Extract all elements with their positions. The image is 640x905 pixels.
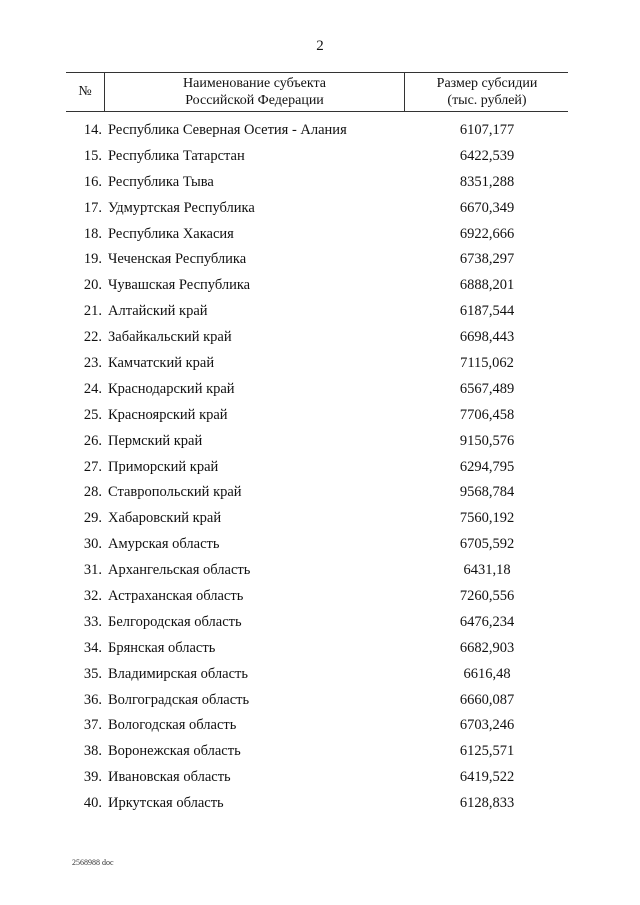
header-subject-name-column <box>105 73 405 111</box>
table-row <box>66 717 568 743</box>
row-number: 22. <box>83 329 102 346</box>
subsidy-amount: 6682,903 <box>459 639 515 656</box>
subsidy-amount: 6419,522 <box>459 769 515 786</box>
subsidy-amount: 6703,246 <box>459 717 515 734</box>
subject-name: Ставропольский край <box>108 484 242 501</box>
subsidy-amount: 6660,087 <box>459 691 515 708</box>
table-row <box>66 433 568 459</box>
table-row <box>66 743 568 769</box>
subsidy-amount: 7260,556 <box>459 588 515 605</box>
table-row <box>66 148 568 174</box>
row-number: 15. <box>83 147 102 164</box>
subsidy-amount: 6125,571 <box>459 743 515 760</box>
row-number: 20. <box>83 277 102 294</box>
table-row <box>66 562 568 588</box>
subject-name: Чеченская Республика <box>108 251 247 268</box>
subsidy-amount: 6616,48 <box>463 665 511 682</box>
subsidy-amount: 6107,177 <box>459 122 515 138</box>
subject-name: Архангельская область <box>108 562 251 579</box>
subject-name: Брянская область <box>108 639 216 656</box>
subject-name: Чувашская Республика <box>108 277 251 294</box>
subsidy-amount: 6705,592 <box>459 536 515 553</box>
row-number: 18. <box>83 225 102 242</box>
table-row <box>66 329 568 355</box>
row-number: 34. <box>83 639 102 656</box>
row-number: 16. <box>83 173 102 190</box>
table-row <box>66 251 568 277</box>
row-number: 28. <box>83 484 102 501</box>
header-subject-name-line1: Наименование субъекта <box>183 76 326 91</box>
subject-name: Амурская область <box>108 536 220 553</box>
row-number: 23. <box>83 355 102 372</box>
table-header <box>66 72 568 112</box>
subject-name: Удмуртская Республика <box>108 199 255 216</box>
subject-name: Вологодская область <box>108 717 237 734</box>
subsidy-amount: 6187,544 <box>459 303 515 320</box>
subsidy-amount: 6431,18 <box>463 562 511 579</box>
row-number: 36. <box>83 691 102 708</box>
subsidy-amount: 6294,795 <box>459 458 515 475</box>
row-number: 19. <box>83 251 102 268</box>
table-row <box>66 277 568 303</box>
subject-name: Республика Северная Осетия - Алания <box>108 122 347 138</box>
table-row <box>66 666 568 692</box>
subsidy-amount: 6567,489 <box>459 380 515 397</box>
row-number: 21. <box>83 303 102 320</box>
subsidy-amount: 8351,288 <box>459 173 515 190</box>
subject-name: Республика Тыва <box>108 173 214 190</box>
subsidy-amount: 6128,833 <box>459 795 515 812</box>
subject-name: Ивановская область <box>108 769 231 786</box>
subject-name: Краснодарский край <box>108 380 235 397</box>
table-row <box>66 769 568 795</box>
subject-name: Республика Татарстан <box>108 147 245 164</box>
table-row <box>66 588 568 614</box>
table-row <box>66 355 568 381</box>
table-row <box>66 484 568 510</box>
table-row <box>66 459 568 485</box>
row-number: 25. <box>83 406 102 423</box>
table-row <box>66 200 568 226</box>
table-row <box>66 174 568 200</box>
subject-name: Камчатский край <box>108 355 215 372</box>
table-row <box>66 692 568 718</box>
row-number: 26. <box>83 432 102 449</box>
subject-name: Приморский край <box>108 458 219 475</box>
subsidy-amount: 6422,539 <box>459 147 515 164</box>
subject-name: Республика Хакасия <box>108 225 234 242</box>
subsidy-amount: 6738,297 <box>459 251 515 268</box>
header-subsidy-line2: (тыс. рублей) <box>447 93 527 108</box>
table-row <box>66 614 568 640</box>
subject-name: Волгоградская область <box>108 691 250 708</box>
table-row <box>66 407 568 433</box>
document-code: 2568988 doc <box>72 858 114 867</box>
header-number-column: № <box>66 73 105 111</box>
row-number: 33. <box>83 613 102 630</box>
subsidy-amount: 6476,234 <box>459 613 515 630</box>
header-subsidy-line1: Размер субсидии <box>436 76 538 91</box>
table-body <box>66 122 568 821</box>
subsidy-amount: 7706,458 <box>459 406 515 423</box>
subject-name: Владимирская область <box>108 665 248 682</box>
row-number: 27. <box>83 458 102 475</box>
subsidy-amount: 7115,062 <box>460 355 514 372</box>
subsidy-amount: 9150,576 <box>459 432 515 449</box>
row-number: 32. <box>83 588 102 605</box>
row-number: 39. <box>83 769 102 786</box>
subsidy-amount: 6922,666 <box>459 225 515 242</box>
subsidy-amount: 6888,201 <box>459 277 515 294</box>
row-number: 17. <box>83 199 102 216</box>
subject-name: Красноярский край <box>108 406 228 423</box>
subject-name: Белгородская область <box>108 613 242 630</box>
row-number: 37. <box>83 717 102 734</box>
subject-name: Астраханская область <box>108 588 244 605</box>
subject-name: Забайкальский край <box>108 329 232 346</box>
table-row <box>66 536 568 562</box>
row-number: 35. <box>83 665 102 682</box>
subject-name: Воронежская область <box>108 743 241 760</box>
row-number: 14. <box>83 122 102 138</box>
subject-name: Пермский край <box>108 432 203 449</box>
subject-name: Алтайский край <box>108 303 208 320</box>
subsidy-amount: 9568,784 <box>459 484 515 501</box>
subject-name: Хабаровский край <box>108 510 222 527</box>
row-number: 29. <box>83 510 102 527</box>
subject-name: Иркутская область <box>108 795 224 812</box>
subsidy-amount: 6670,349 <box>459 199 515 216</box>
table-row <box>66 795 568 821</box>
row-number: 30. <box>83 536 102 553</box>
subsidy-amount: 6698,443 <box>459 329 515 346</box>
table-row <box>66 303 568 329</box>
row-number: 24. <box>83 380 102 397</box>
table-row <box>66 122 568 148</box>
table-row <box>66 640 568 666</box>
page-number: 2 <box>316 38 324 54</box>
row-number: 38. <box>83 743 102 760</box>
subsidy-amount: 7560,192 <box>459 510 515 527</box>
row-number: 31. <box>83 562 102 579</box>
table-row <box>66 381 568 407</box>
table-row <box>66 510 568 536</box>
header-subject-name-line2: Российской Федерации <box>185 93 324 108</box>
table-row <box>66 226 568 252</box>
row-number: 40. <box>83 795 102 812</box>
header-subsidy-column <box>406 73 568 111</box>
